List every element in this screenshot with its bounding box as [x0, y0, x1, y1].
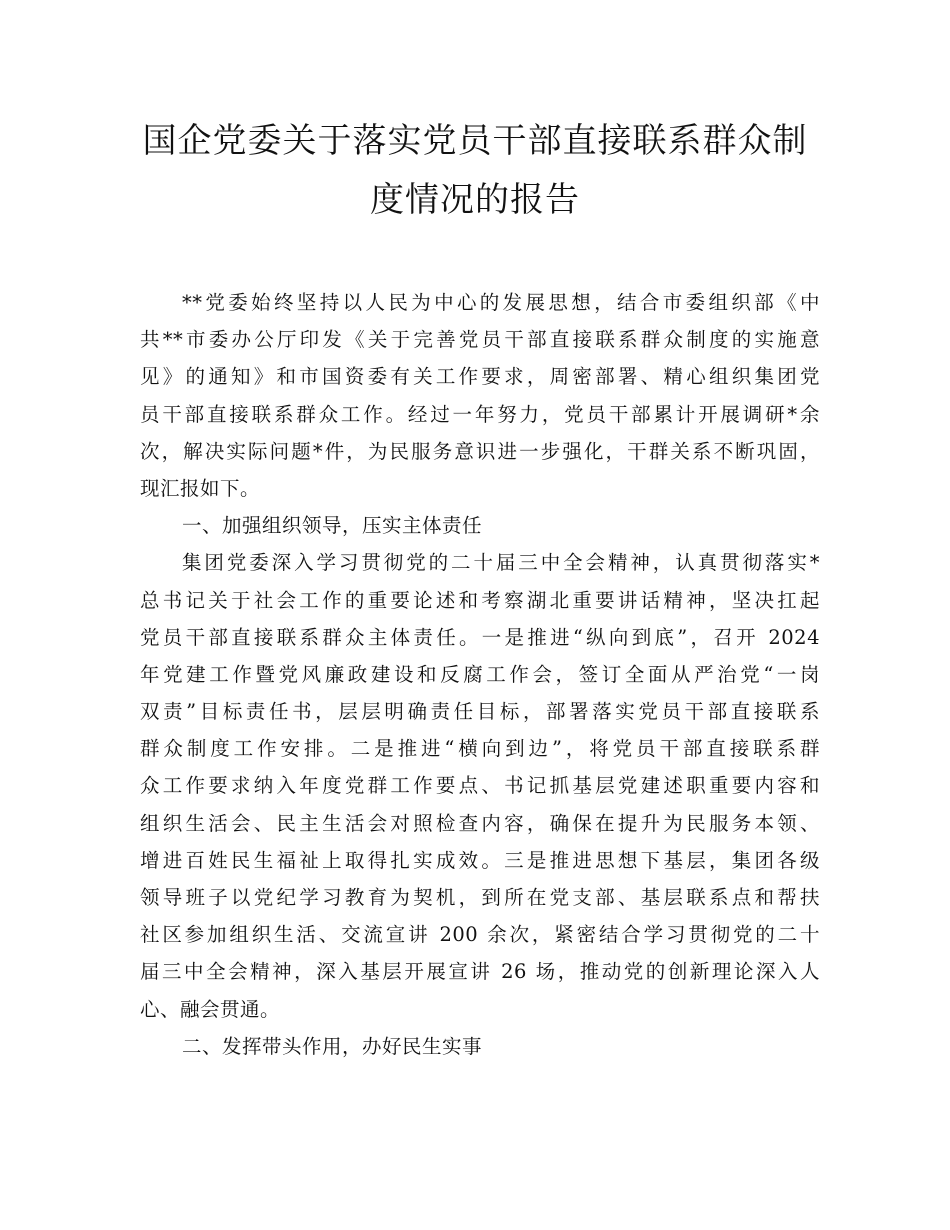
body-line: 年党建工作暨党风廉政建设和反腐工作会，签订全面从严治党“一岗 [140, 662, 820, 686]
body-line: 党员干部直接联系群众主体责任。一是推进“纵向到底”，召开 2024 [140, 625, 820, 649]
section-heading-1: 一、加强组织领导，压实主体责任 [182, 514, 483, 538]
body-line: 届三中全会精神，深入基层开展宣讲 26 场，推动党的创新理论深入人 [140, 960, 820, 984]
document-body [140, 284, 820, 1065]
body-line: 领导班子以党纪学习教育为契机，到所在党支部、基层联系点和帮扶 [140, 886, 820, 909]
section-heading-2: 二、发挥带头作用，办好民生实事 [182, 1034, 483, 1058]
body-line: 集团党委深入学习贯彻党的二十届三中全会精神，认真贯彻落实* [182, 551, 820, 575]
body-line: 心、融会贯通。 [140, 997, 281, 1021]
body-line: 群众制度工作安排。二是推进“横向到边”，将党员干部直接联系群 [140, 737, 820, 761]
body-line: 增进百姓民生福祉上取得扎实成效。三是推进思想下基层，集团各级 [140, 848, 820, 872]
body-line: 双责”目标责任书，层层明确责任目标，部署落实党员干部直接联系 [140, 700, 820, 724]
body-line: 现汇报如下。 [140, 476, 261, 500]
body-line: 共**市委办公厅印发《关于完善党员干部直接联系群众制度的实施意 [140, 328, 820, 352]
body-line: 总书记关于社会工作的重要论述和考察湖北重要讲话精神，坚决扛起 [140, 588, 820, 612]
body-line: 众工作要求纳入年度党群工作要点、书记抓基层党建述职重要内容和 [140, 774, 820, 798]
body-line: 次，解决实际问题*件，为民服务意识进一步强化，干群关系不断巩固， [140, 439, 820, 463]
document-title-line-2: 度情况的报告 [370, 180, 580, 220]
body-line: 组织生活会、民主生活会对照检查内容，确保在提升为民服务本领、 [140, 811, 820, 835]
body-line: **党委始终坚持以人民为中心的发展思想，结合市委组织部《中 [182, 291, 820, 314]
body-line: 社区参加组织生活、交流宣讲 200 余次，紧密结合学习贯彻党的二十 [140, 923, 820, 947]
document-title-line-1: 国企党委关于落实党员干部直接联系群众制 [142, 121, 808, 161]
body-line: 见》的通知》和市国资委有关工作要求，周密部署、精心组织集团党 [140, 365, 820, 389]
body-line: 员干部直接联系群众工作。经过一年努力，党员干部累计开展调研*余 [140, 402, 820, 426]
